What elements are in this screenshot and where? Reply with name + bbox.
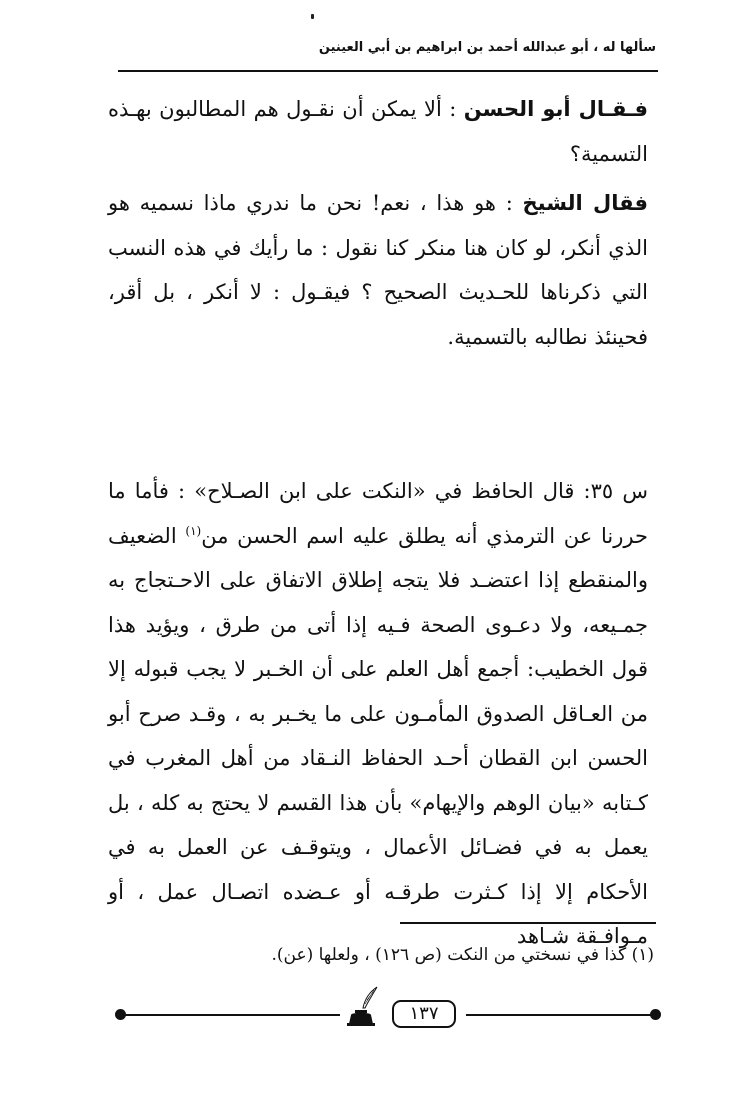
footer-dot-right <box>650 1009 661 1020</box>
running-header: سألها له ، أبو عبدالله أحمد بن ابراهيم بن أبي العينين <box>318 40 656 55</box>
paragraph-text: : ألا يمكن أن نقـول هم المطالبون بهـذه التسمية؟ <box>108 97 648 166</box>
footnote-reference: (١) <box>185 523 202 538</box>
speaker-label: فقال الشيخ <box>522 191 648 215</box>
paragraph-text: : هو هذا ، نعم! نحن ما ندري ماذا نسميه هو الذي أنكر، لو كان هنا منكر كنا نقول : ما رأيك في هذه النسب التي ذكرناها للحـديث الصحيح ؟ فيقـول : لا أنكر ، بل أقر، فحينئذ نطالبه بالتسمية. <box>108 191 648 349</box>
footer-line-left <box>122 1014 340 1016</box>
paragraph-abu-al-hasan <box>108 87 648 176</box>
footnote: (١) كذا في نسختي من النكت (ص ١٢٦) ، ولعلها (عن). <box>271 945 654 965</box>
stray-ink-mark <box>311 14 314 19</box>
speaker-label: فـقـال أبو الحسن <box>463 97 649 121</box>
paragraph-sheikh <box>108 181 648 359</box>
footer-line-right <box>466 1014 654 1016</box>
footnote-rule <box>400 922 656 924</box>
question-text-start: س ٣٥: قال الحافظ في «النكت على ابن الصـلاح» : فأما ما حررنا عن الترمذي أنه يطلق عليه اسم الحسن من <box>108 479 648 548</box>
inkwell-quill-icon <box>343 986 379 1026</box>
question-text-rest: الضعيف والمنقطع إذا اعتضـد فلا يتجه إطلاق الاتفاق على الاحـتجاج به جمـيعه، ولا دعـوى الصحة فـيه إذا أتى من طرق ، ويؤيد هذا قول الخطيب: أجمع أهل العلم على أن الخـبر لا يجب قبوله إلا من العـاقل الصدوق المأمـون على ما يخـبر به ، وقـد صرح أبو الحسن ابن القطان أحـد الحفاظ النـقاد من أهل المغرب في كـتابه «بيان الوهم والإيهام» بأن هذا القسم لا يحتج به كله ، بل يعمل به في فضـائل الأعمال ، ويتوقـف عن العمل به في الأحكام إلا إذا كـثرت طرقـه أو عـضده اتصـال عمل ، أو مـوافـقة شـاهد <box>108 523 648 948</box>
header-rule <box>118 70 658 72</box>
question-35-paragraph <box>108 469 648 959</box>
page-number: ١٣٧ <box>392 1000 456 1028</box>
